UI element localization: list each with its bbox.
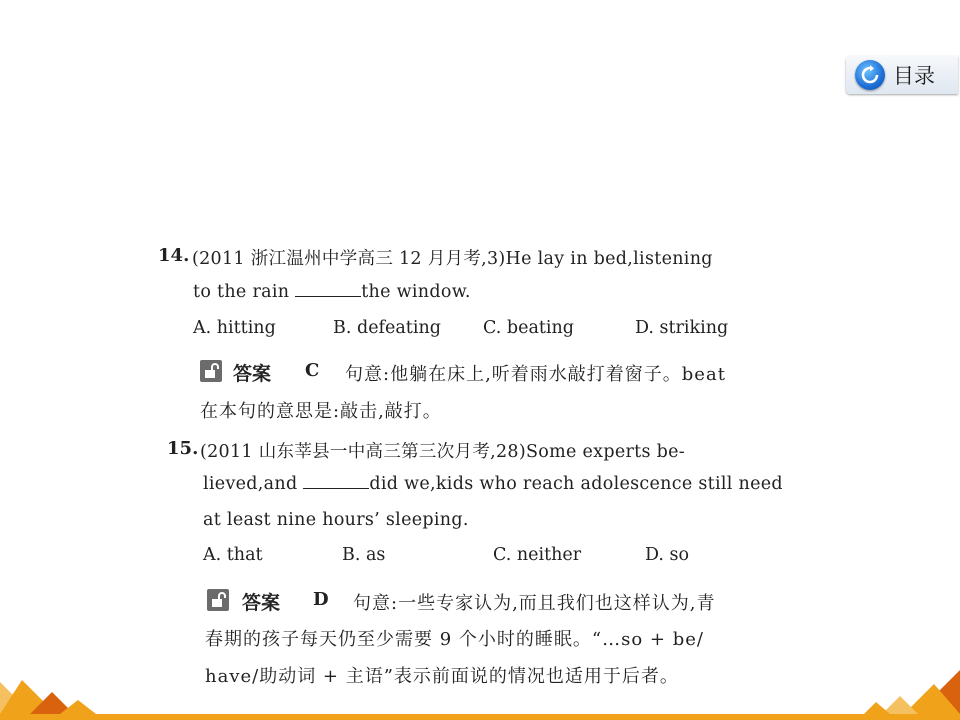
option-b: B. as xyxy=(342,545,386,565)
option-a: A. that xyxy=(203,545,263,565)
question-stem-line: (2011 浙江温州中学高三 12 月月考,3)He lay in bed,listening xyxy=(192,249,713,269)
refresh-circle-icon xyxy=(855,60,885,90)
explanation-line: 春期的孩子每天仍至少需要 9 个小时的睡眠。“…so + be/ xyxy=(205,629,704,650)
question-stem-line: (2011 山东莘县一中高三第三次月考,28)Some experts be- xyxy=(200,442,686,462)
option-b: B. defeating xyxy=(333,318,441,338)
unlock-icon xyxy=(207,589,229,611)
toc-label: 目录 xyxy=(893,64,935,88)
explanation-line: 句意:他躺在床上,听着雨水敲打着窗子。beat xyxy=(345,364,726,385)
option-d: D. striking xyxy=(635,318,729,338)
explanation-line: 在本句的意思是:敲击,敲打。 xyxy=(200,401,442,422)
question-number: 15. xyxy=(167,438,199,459)
answer-letter: C xyxy=(305,360,320,381)
bottom-bar xyxy=(0,714,960,720)
answer-letter: D xyxy=(313,589,329,610)
question-stem-line: lieved,and did we,kids who reach adolescence still need xyxy=(203,474,783,494)
question-stem-line: to the rain the window. xyxy=(193,282,471,302)
explanation-line: have/助动词 + 主语”表示前面说的情况也适用于后者。 xyxy=(205,666,679,687)
answer-blank xyxy=(295,282,361,297)
answer-blank xyxy=(303,474,369,489)
footer-decoration-left xyxy=(0,662,100,714)
footer-decoration-right xyxy=(860,662,960,714)
question-stem-line: at least nine hours’ sleeping. xyxy=(203,510,469,530)
answer-label: 答案 xyxy=(233,363,272,385)
option-d: D. so xyxy=(645,545,690,565)
toc-button[interactable] xyxy=(846,56,958,94)
answer-label: 答案 xyxy=(242,592,281,614)
option-c: C. neither xyxy=(493,545,582,565)
option-a: A. hitting xyxy=(193,318,276,338)
option-c: C. beating xyxy=(483,318,574,338)
explanation-line: 句意:一些专家认为,而且我们也这样认为,青 xyxy=(353,593,716,614)
question-number: 14. xyxy=(158,245,190,266)
unlock-icon xyxy=(200,360,222,382)
